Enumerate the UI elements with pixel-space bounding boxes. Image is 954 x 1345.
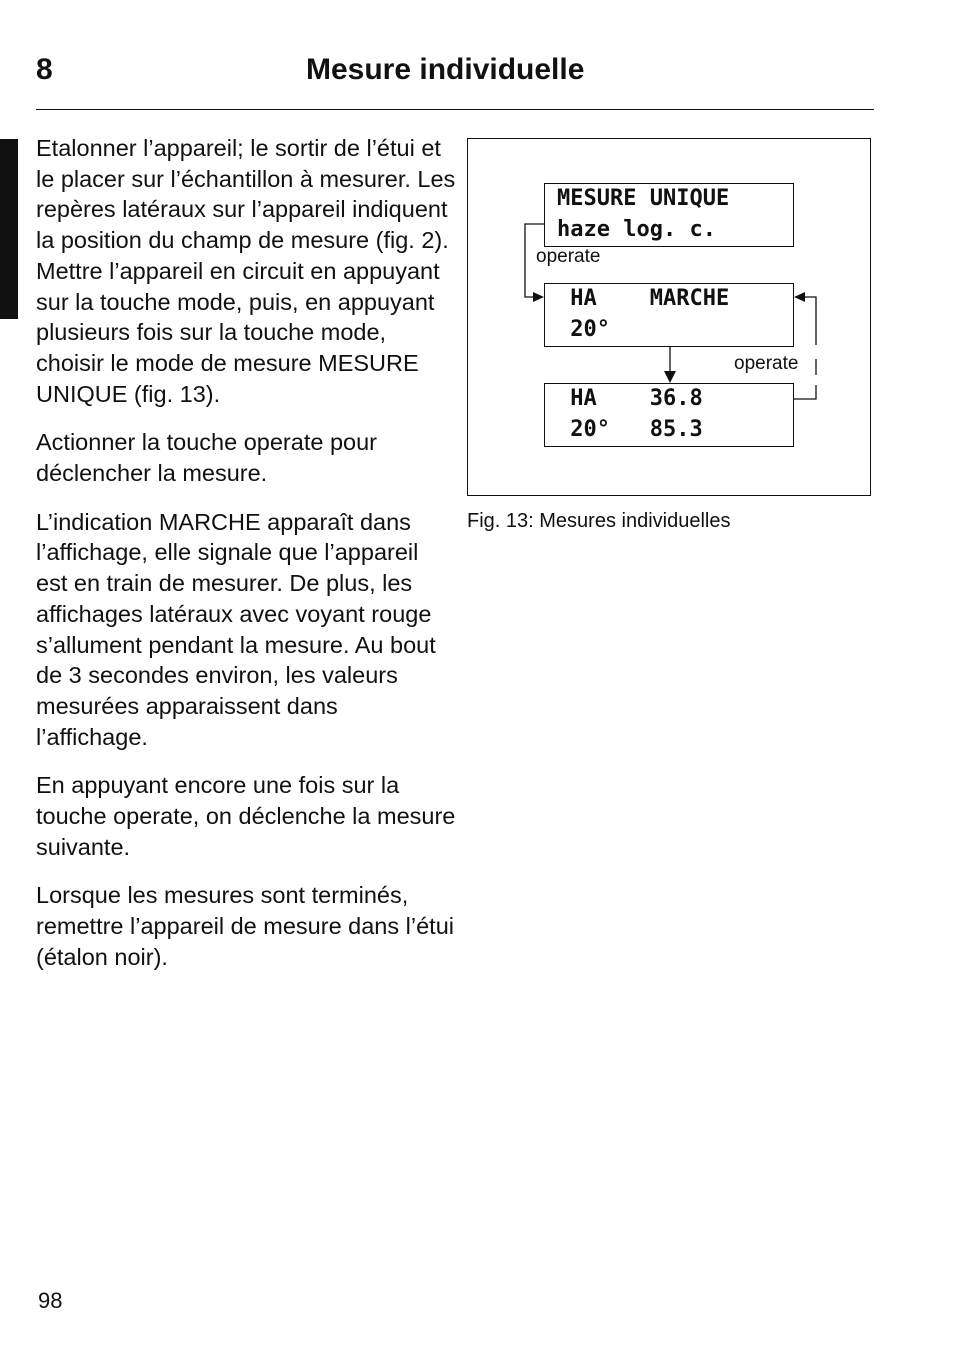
chapter-number: 8 (36, 53, 53, 86)
operate-label: operate (734, 353, 799, 374)
lcd-display-measuring (544, 283, 794, 347)
chapter-side-tab (0, 139, 18, 319)
figure-caption: Fig. 13: Mesures individuelles (467, 510, 731, 532)
lcd-line: 20° 85.3 (557, 417, 703, 442)
lcd-display-result (544, 383, 794, 447)
paragraph-operate: Actionner la touche operate pour déclencher la mesure. (36, 429, 377, 487)
paragraph-marche: L’indication MARCHE apparaît dans l’affichage, elle signale que l’appareil est en train de mesurer. De plus, les affichages latéraux avec voyant rouge s’allument pendant la mesure. Au bout de 3 secondes environ, les valeurs mesurées apparaissent dans l’affichage. (36, 508, 436, 750)
lcd-line: haze log. c. (557, 217, 716, 242)
body-text (36, 133, 456, 991)
operate-label: operate (536, 246, 601, 267)
paragraph-finish: Lorsque les mesures sont terminés, remettre l’appareil de mesure dans l’étui (étalon noir). (36, 882, 454, 970)
lcd-line: HA MARCHE (557, 286, 730, 311)
page-number: 98 (38, 1288, 63, 1313)
paragraph-next-measurement: En appuyant encore une fois sur la touche operate, on déclenche la mesure suivante. (36, 772, 456, 860)
header-rule (36, 109, 874, 110)
figure-frame (467, 138, 871, 496)
lcd-line: 20° (557, 317, 610, 342)
lcd-line: HA 36.8 (557, 386, 703, 411)
lcd-line: MESURE UNIQUE (557, 186, 730, 211)
paragraph-calibrate: Etalonner l’appareil; le sortir de l’étui et le placer sur l’échantillon à mesurer. Les repères latéraux sur l’appareil indiquent la position du champ de mesure (fig. 2). Mettre l’appareil en circuit en appuyant sur la touche mode, puis, en appuyant plusieurs fois sur la touche mode, choisir le mode de mesure MESURE UNIQUE (fig. 13). (36, 135, 456, 407)
chapter-title: Mesure individuelle (306, 53, 585, 86)
lcd-display-mode (544, 183, 794, 247)
